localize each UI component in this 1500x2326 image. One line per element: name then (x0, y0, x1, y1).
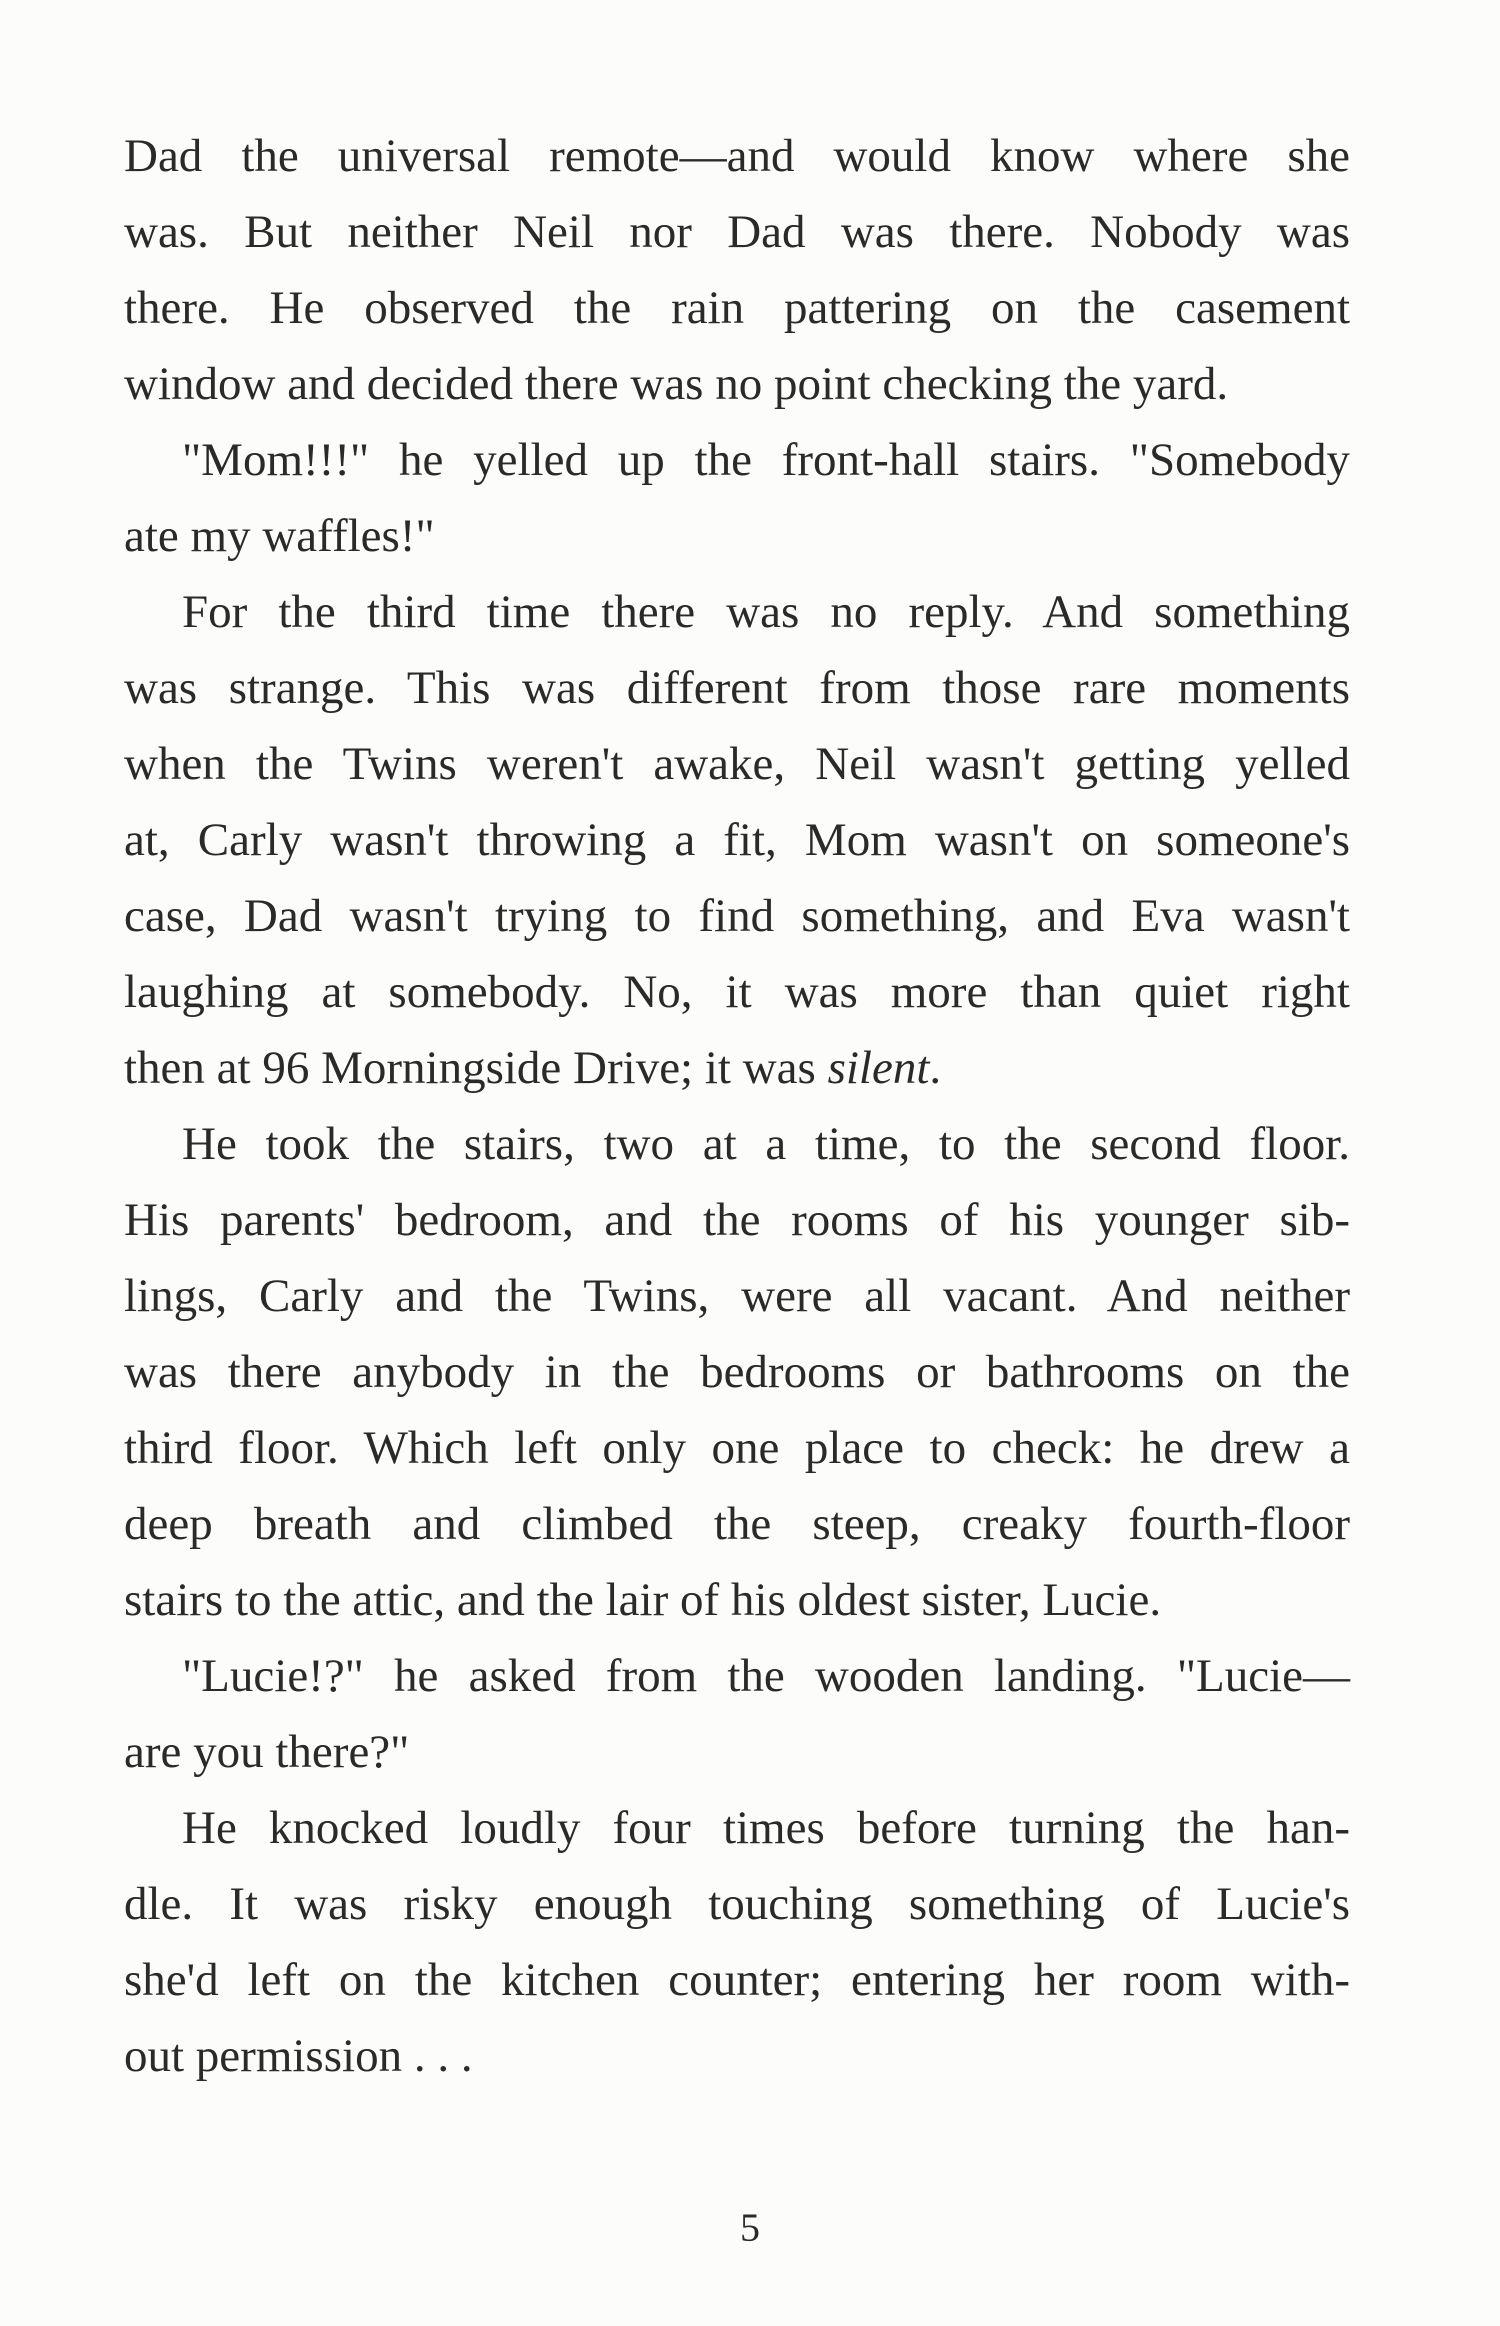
text-line (124, 574, 1350, 650)
text-line (124, 726, 1350, 802)
emphasized-word: silent (827, 1042, 930, 1094)
text-line (124, 1106, 1350, 1182)
text-line-content: at, Carly wasn't throwing a fit, Mom wasn't on someone's (124, 814, 1350, 866)
text-line (124, 1562, 1350, 1638)
text-line (124, 422, 1350, 498)
text-line (124, 1790, 1350, 1866)
text-line-content: "Mom!!!" he yelled up the front-hall stairs. "Somebody (182, 434, 1350, 486)
text-line-content: then at 96 Morningside Drive; it was (124, 1042, 828, 1094)
text-line-content: window and decided there was no point checking the yard. (124, 358, 1229, 410)
text-line (124, 270, 1350, 346)
text-line-content: deep breath and climbed the steep, creaky fourth-floor (124, 1498, 1350, 1550)
text-line (124, 954, 1350, 1030)
text-line-content: He took the stairs, two at a time, to the second floor. (182, 1118, 1350, 1170)
text-line-content: out permission . . . (124, 2030, 473, 2082)
text-line (124, 1942, 1350, 2018)
text-line-content: there. He observed the rain pattering on the casement (124, 282, 1350, 334)
text-line-content: are you there?" (124, 1726, 410, 1778)
text-line (124, 118, 1350, 194)
text-line-content: was there anybody in the bedrooms or bathrooms on the (124, 1346, 1350, 1398)
text-line-content: was strange. This was different from those rare moments (124, 662, 1350, 714)
text-line-content: "Lucie!?" he asked from the wooden landing. "Lucie— (182, 1650, 1350, 1702)
text-line-tail: . (929, 1042, 942, 1094)
text-line (124, 1334, 1350, 1410)
text-line (124, 1866, 1350, 1942)
text-line (124, 346, 1350, 422)
text-line (124, 1638, 1350, 1714)
text-line (124, 802, 1350, 878)
text-line (124, 498, 1350, 574)
text-line-content: laughing at somebody. No, it was more than quiet right (124, 966, 1350, 1018)
text-line-content: Dad the universal remote—and would know where she (124, 130, 1350, 182)
text-line (124, 1030, 1350, 1106)
text-line-content: ate my waffles!" (124, 510, 435, 562)
text-line (124, 1258, 1350, 1334)
text-line-content: third floor. Which left only one place to check: he drew a (124, 1422, 1350, 1474)
text-line-content: He knocked loudly four times before turning the han- (182, 1802, 1350, 1854)
body-text (124, 118, 1350, 2094)
text-line (124, 1182, 1350, 1258)
text-line-content: case, Dad wasn't trying to find something, and Eva wasn't (124, 890, 1350, 942)
text-line (124, 878, 1350, 954)
text-line (124, 1714, 1350, 1790)
text-line (124, 1486, 1350, 1562)
text-line (124, 650, 1350, 726)
text-line (124, 1410, 1350, 1486)
text-line-content: dle. It was risky enough touching something of Lucie's (124, 1878, 1350, 1930)
text-line (124, 2018, 1350, 2094)
text-line-content: when the Twins weren't awake, Neil wasn't getting yelled (124, 738, 1350, 790)
text-line-content: stairs to the attic, and the lair of his oldest sister, Lucie. (124, 1574, 1162, 1626)
text-line-content: lings, Carly and the Twins, were all vacant. And neither (124, 1270, 1350, 1322)
text-line-content: was. But neither Neil nor Dad was there. Nobody was (124, 206, 1350, 258)
text-line (124, 194, 1350, 270)
text-line-content: she'd left on the kitchen counter; entering her room with- (124, 1954, 1350, 2006)
text-line-content: His parents' bedroom, and the rooms of his younger sib- (124, 1194, 1350, 1246)
page-number: 5 (740, 2205, 760, 2250)
text-line-content: For the third time there was no reply. And something (182, 586, 1350, 638)
